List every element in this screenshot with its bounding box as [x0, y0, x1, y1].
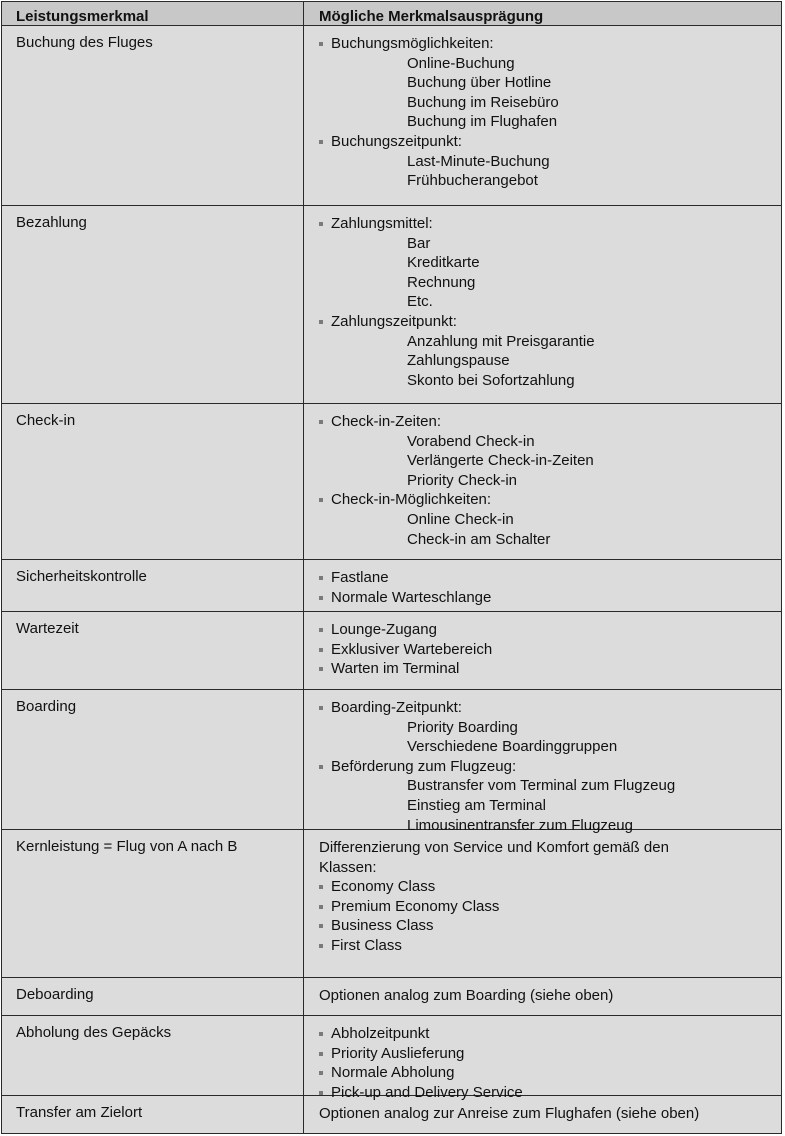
- table-row: [2, 25, 781, 205]
- bullet-item: Boarding-Zeitpunkt:: [319, 698, 781, 718]
- bullet-item: Zahlungsmittel:: [319, 214, 781, 234]
- table-row: [2, 559, 781, 611]
- bullet-item: Exklusiver Wartebereich: [319, 640, 781, 660]
- sub-item: Zahlungspause: [407, 352, 510, 370]
- sub-item: Verlängerte Check-in-Zeiten: [407, 452, 594, 470]
- sub-item: Limousinentransfer zum Flugzeug: [407, 816, 633, 834]
- bullet-item: Zahlungszeitpunkt:: [319, 312, 781, 332]
- bullet-item: Beförderung zum Flugzeug:: [319, 757, 781, 777]
- table-row: [2, 403, 781, 559]
- feature-label: Boarding: [2, 690, 304, 829]
- feature-label: Buchung des Fluges: [2, 26, 304, 205]
- bullet-item: Buchungszeitpunkt:: [319, 132, 781, 152]
- sub-item: Frühbucherangebot: [407, 172, 538, 190]
- sub-item: Einstieg am Terminal: [407, 796, 546, 814]
- feature-options: [304, 690, 781, 834]
- bullet-item: Fastlane: [319, 568, 781, 588]
- feature-label: Wartezeit: [2, 612, 304, 689]
- feature-options: [304, 612, 781, 689]
- bullet-item: Business Class: [319, 916, 781, 936]
- option-text: Optionen analog zur Anreise zum Flughafen (siehe oben): [319, 1105, 700, 1122]
- bullet-item: Priority Auslieferung: [319, 1044, 781, 1064]
- sub-item: Bustransfer vom Terminal zum Flugzeug: [407, 777, 676, 795]
- sub-item: Buchung im Reisebüro: [407, 93, 559, 111]
- feature-options: [304, 1016, 781, 1101]
- bullet-item: Check-in-Zeiten:: [319, 412, 781, 432]
- sub-item: Priority Check-in: [407, 471, 518, 489]
- sub-item: Check-in am Schalter: [407, 530, 551, 548]
- feature-label: Transfer am Zielort: [2, 1096, 304, 1133]
- sub-item: Buchung im Flughafen: [407, 113, 558, 131]
- feature-options: [304, 26, 781, 205]
- sub-item: Last-Minute-Buchung: [407, 152, 550, 170]
- feature-label: Kernleistung = Flug von A nach B: [2, 830, 304, 977]
- sub-item: Online Check-in: [407, 510, 514, 528]
- bullet-item: Economy Class: [319, 877, 781, 897]
- sub-item: Priority Boarding: [407, 718, 518, 736]
- feature-table: [1, 1, 782, 1134]
- feature-options: [304, 206, 781, 403]
- sub-item: Online-Buchung: [407, 54, 515, 72]
- bullet-item: Abholzeitpunkt: [319, 1024, 781, 1044]
- table-row: [2, 1015, 781, 1101]
- sub-item: Rechnung: [407, 273, 476, 291]
- table-row: [2, 205, 781, 403]
- header-merkmalsauspraegung: Mögliche Merkmalsausprägung: [319, 8, 544, 25]
- table-row: [2, 977, 781, 1015]
- sub-item: Verschiedene Boardinggruppen: [407, 738, 618, 756]
- bullet-item: Pick-up and Delivery Service: [319, 1083, 781, 1103]
- bullet-item: Premium Economy Class: [319, 897, 781, 917]
- sub-item: Vorabend Check-in: [407, 432, 535, 450]
- sub-item: Kreditkarte: [407, 254, 480, 272]
- bullet-item: Check-in-Möglichkeiten:: [319, 490, 781, 510]
- option-text: Optionen analog zum Boarding (siehe oben): [319, 987, 614, 1004]
- sub-item: Skonto bei Sofortzahlung: [407, 371, 575, 389]
- feature-options: [304, 404, 781, 559]
- bullet-item: Warten im Terminal: [319, 659, 781, 679]
- feature-options: [304, 830, 781, 977]
- option-text: Klassen:: [319, 858, 377, 876]
- feature-label: Sicherheitskontrolle: [2, 560, 304, 611]
- option-text: Differenzierung von Service und Komfort gemäß den: [319, 839, 669, 856]
- feature-options: [304, 560, 781, 611]
- bullet-item: Buchungsmöglichkeiten:: [319, 34, 781, 54]
- table-row: [2, 829, 781, 977]
- table-header-row: [2, 2, 781, 25]
- table-row: [2, 611, 781, 689]
- feature-label: Deboarding: [2, 978, 304, 1015]
- sub-item: Bar: [407, 234, 431, 252]
- bullet-item: Normale Warteschlange: [319, 588, 781, 608]
- sub-item: Etc.: [407, 293, 433, 311]
- sub-item: Buchung über Hotline: [407, 74, 552, 92]
- bullet-item: Lounge-Zugang: [319, 620, 781, 640]
- header-leistungsmerkmal: Leistungsmerkmal: [2, 2, 304, 25]
- bullet-item: Normale Abholung: [319, 1063, 781, 1083]
- feature-label: Check-in: [2, 404, 304, 559]
- feature-options: [304, 978, 781, 1015]
- table-body: [2, 25, 781, 1133]
- bullet-item: First Class: [319, 936, 781, 956]
- feature-label: Bezahlung: [2, 206, 304, 403]
- table-row: [2, 689, 781, 834]
- sub-item: Anzahlung mit Preisgarantie: [407, 332, 595, 350]
- feature-label: Abholung des Gepäcks: [2, 1016, 304, 1095]
